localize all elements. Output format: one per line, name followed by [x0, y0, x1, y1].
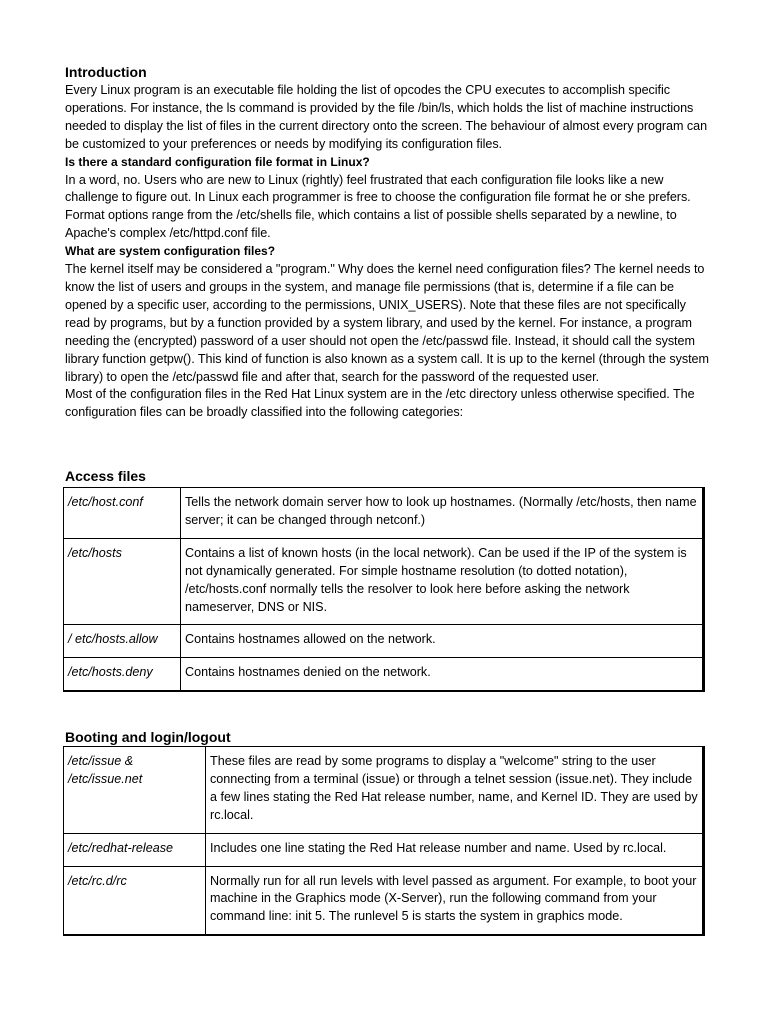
file-name-cell: /etc/hosts [64, 538, 181, 625]
booting-heading: Booting and login/logout [65, 729, 231, 745]
file-description-cell: Includes one line stating the Red Hat release number and name. Used by rc.local. [206, 833, 704, 866]
file-description-cell: Contains hostnames allowed on the network. [181, 625, 704, 658]
file-name-cell: /etc/hosts.deny [64, 658, 181, 691]
intro-paragraph-4: Most of the configuration files in the Red Hat Linux system are in the /etc directory unless otherwise specified. The configuration files can be broadly classified into the following categories: [65, 387, 695, 420]
intro-paragraph-2: In a word, no. Users who are new to Linux (rightly) feel frustrated that each configuration file looks like a new challenge to figure out. In Linux each programmer is free to choose the configuration file format he or she prefers. Format options range from the /etc/shells file, which contains a list of possible shells separated by a newline, to Apache's complex /etc/httpd.conf file. [65, 172, 691, 241]
table-row [64, 625, 704, 658]
file-description-cell: Contains hostnames denied on the network. [181, 658, 704, 691]
table-row [64, 538, 704, 625]
question-config-format: Is there a standard configuration file format in Linux? [65, 154, 370, 169]
file-name-cell: /etc/issue & /etc/issue.net [64, 747, 206, 834]
file-description-cell: Tells the network domain server how to look up hostnames. (Normally /etc/hosts, then name server; it can be changed through netconf.) [181, 488, 704, 539]
file-name-cell: /etc/redhat-release [64, 833, 206, 866]
question-system-config: What are system configuration files? [65, 244, 276, 259]
table-row [64, 658, 704, 691]
table-row [64, 488, 704, 539]
access-files-heading: Access files [65, 468, 146, 484]
file-name-cell: / etc/hosts.allow [64, 625, 181, 658]
intro-paragraph-1: Every Linux program is an executable file holding the list of opcodes the CPU executes to accomplish specific operations. For instance, the ls command is provided by the file /bin/ls, which holds the list of machine instructions needed to display the list of files in the current directory onto the screen. The behaviour of almost every program can be customized to your preferences or needs by modifying its configuration files. [65, 83, 708, 151]
file-name-cell: /etc/rc.d/rc [64, 866, 206, 935]
intro-section [65, 62, 710, 422]
file-description-cell: Normally run for all run levels with level passed as argument. For example, to boot your machine in the Graphics mode (X-Server), run the following command from your command line: init 5. The runlevel 5 is starts the system in graphics mode. [206, 866, 704, 935]
access-files-table [63, 487, 705, 692]
intro-paragraph-3: The kernel itself may be considered a "program." Why does the kernel need configuration files? The kernel needs to know the list of users and groups in the system, and manage file permissions (that is, determine if a file can be opened by a specific user, according to the permissions, UNIX_USERS). Note that these files are not specifically read by programs, but by a function provided by a system library, and used by the kernel. For instance, a program needing the (encrypted) password of a user should not open the /etc/passwd file. Instead, it should call the system library function getpw(). This kind of function is also known as a system call. It is up to the kernel (through the system library) to open the /etc/passwd file and after that, search for the password of the requested user. [65, 262, 709, 384]
table-row [64, 833, 704, 866]
booting-files-table [63, 746, 705, 936]
intro-heading: Introduction [65, 64, 147, 80]
file-description-cell: Contains a list of known hosts (in the local network). Can be used if the IP of the system is not dynamically generated. For simple hostname resolution (to dotted notation), /etc/hosts.conf normally tells the resolver to look here before asking the network nameserver, DNS or NIS. [181, 538, 704, 625]
file-name-cell: /etc/host.conf [64, 488, 181, 539]
table-row [64, 747, 704, 834]
table-row [64, 866, 704, 935]
file-description-cell: These files are read by some programs to display a "welcome" string to the user connecting from a terminal (issue) or through a telnet session (issue.net). They include a few lines stating the Red Hat release number, name, and Kernel ID. They are used by rc.local. [206, 747, 704, 834]
